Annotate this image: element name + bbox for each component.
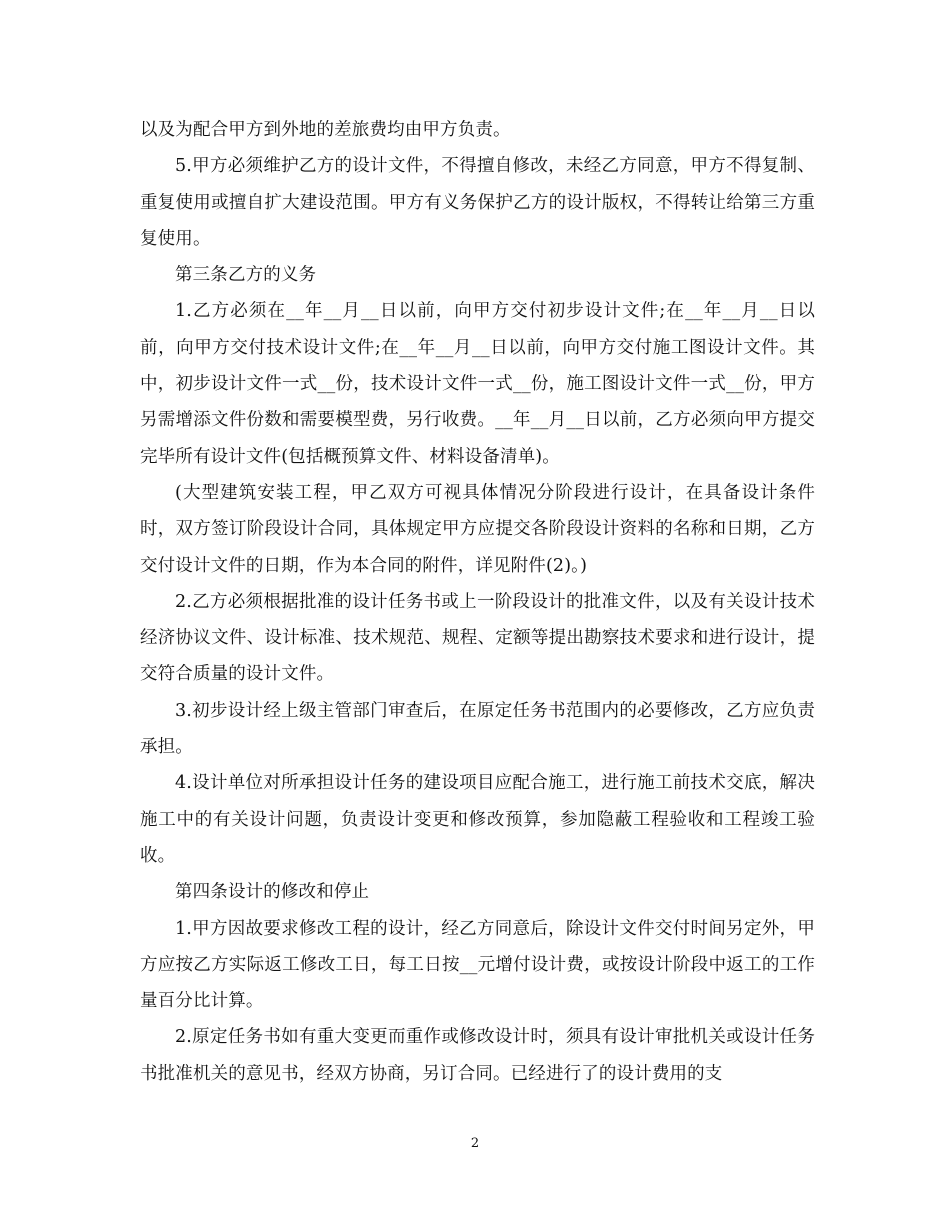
paragraph-clause-1-design-modification: 1.甲方因故要求修改工程的设计，经乙方同意后，除设计文件交付时间另定外，甲方应按乙方实际返工修改工日，每工日按__元增付设计费，或按设计阶段中返工的工作量百分比计算。 [140,918,815,1012]
page-number: 2 [470,1136,480,1151]
paragraph-travel-expenses: 以及为配合甲方到外地的差旅费均由甲方负责。 [140,120,511,140]
paragraph-clause-3-review-changes: 3.初步设计经上级主管部门审查后，在原定任务书范围内的必要修改，乙方应负责承担。 [140,700,815,758]
paragraph-clause-1-delivery-schedule: 1.乙方必须在__年__月__日以前，向甲方交付初步设计文件;在__年__月__日以前，向甲方交付技术设计文件;在__年__月__日以前，向甲方交付施工图设计文件。其中，初步设计文件一式__份，技术设计文件一式__份，施工图设计文件一式__份，甲方另需增添文件份数和需要模型费，另行收费。__年__月__日以前，乙方必须向甲方提交完毕所有设计文件(包括概预算文件、材料设备清单)。 [140,301,815,467]
paragraph-clause-5-design-copyright: 5.甲方必须维护乙方的设计文件，不得擅自修改，未经乙方同意，甲方不得复制、重复使用或擅自扩大建设范围。甲方有义务保护乙方的设计版权，不得转让给第三方重复使用。 [140,156,815,249]
paragraph-clause-2-major-changes: 2.原定任务书如有重大变更而重作或修改设计时，须具有设计审批机关或设计任务书批准机关的意见书，经双方协商，另订合同。已经进行了的设计费用的支 [140,1027,815,1084]
paragraph-clause-2-design-basis: 2.乙方必须根据批准的设计任务书或上一阶段设计的批准文件，以及有关设计技术经济协议文件、设计标准、技术规范、规程、定额等提出勘察技术要求和进行设计，提交符合质量的设计文件。 [140,591,815,685]
paragraph-large-project-note: (大型建筑安装工程，甲乙双方可视具体情况分阶段进行设计，在具备设计条件时，双方签订阶段设计合同，具体规定甲方应提交各阶段设计资料的名称和日期，乙方交付设计文件的日期，作为本合同的附件，详见附件(2)。) [140,482,815,576]
heading-article-4: 第四条设计的修改和停止 [175,882,370,903]
paragraph-clause-4-construction-support: 4.设计单位对所承担设计任务的建设项目应配合施工，进行施工前技术交底，解决施工中的有关设计问题，负责设计变更和修改预算，参加隐蔽工程验收和工程竣工验收。 [140,773,815,866]
heading-article-3: 第三条乙方的义务 [175,265,317,286]
document-body [140,112,815,1092]
